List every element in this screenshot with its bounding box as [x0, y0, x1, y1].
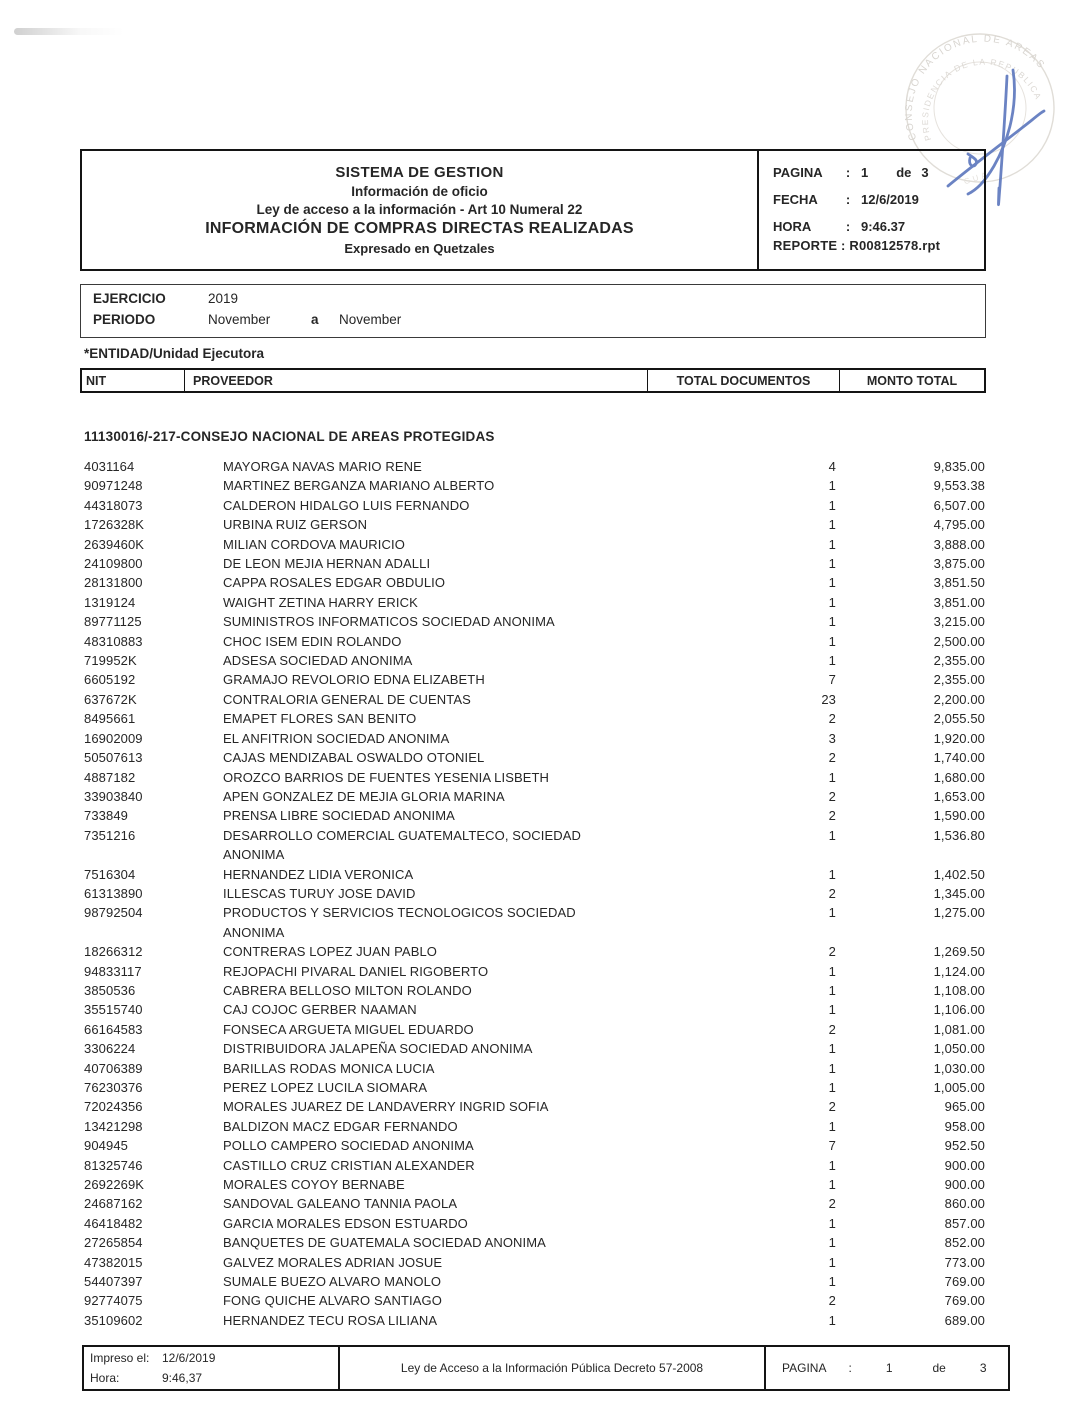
proveedor-cell: ADSESA SOCIEDAD ANONIMA — [223, 653, 413, 669]
svg-text:GUA: GUA — [962, 169, 991, 187]
proveedor-cell: CAJ COJOC GERBER NAAMAN — [223, 1002, 417, 1018]
ejercicio-row — [93, 291, 985, 312]
monto-total-cell: 1,124.00 — [933, 963, 985, 979]
monto-total-cell: 9,553.38 — [933, 478, 985, 494]
monto-total-cell: 1,269.50 — [933, 944, 985, 960]
monto-total-cell: 1,590.00 — [933, 808, 985, 824]
total-documentos-cell: 2 — [828, 788, 836, 804]
table-row — [80, 670, 986, 689]
table-row — [80, 709, 986, 728]
table-row — [80, 865, 986, 884]
table-row — [80, 981, 986, 1000]
nit-cell: 3306224 — [84, 1041, 136, 1057]
table-row — [80, 476, 986, 495]
nit-cell: 94833117 — [84, 963, 142, 979]
total-documentos-cell: 1 — [828, 1080, 836, 1095]
monto-total-cell: 3,851.50 — [933, 575, 985, 591]
proveedor-cell: BALDIZON MACZ EDGAR FERNANDO — [223, 1118, 458, 1134]
report-main-title: INFORMACIÓN DE COMPRAS DIRECTAS REALIZADAS — [205, 220, 634, 237]
fecha-label: FECHA — [773, 192, 818, 207]
footer-pagina-label: PAGINA — [782, 1361, 827, 1375]
table-row — [80, 903, 986, 942]
table-row — [80, 554, 986, 573]
periodo-a: a — [311, 312, 319, 327]
monto-total-cell: 952.50 — [944, 1138, 985, 1154]
pagina-value: 1 — [861, 165, 869, 180]
total-documentos-cell: 3 — [828, 730, 836, 746]
nit-cell: 3850536 — [84, 982, 136, 998]
hora-label: HORA — [773, 219, 812, 234]
proveedor-cell: MORALES COYOY BERNABE — [223, 1177, 405, 1193]
hora-colon: : — [845, 219, 851, 234]
svg-text:CONSEJO NACIONAL DE AREAS: CONSEJO NACIONAL DE AREAS — [903, 33, 1048, 142]
nit-cell: 16902009 — [84, 730, 143, 746]
meta-reporte — [773, 238, 976, 253]
nit-cell: 40706389 — [84, 1060, 143, 1076]
proveedor-cell: FONSECA ARGUETA MIGUEL EDUARDO — [223, 1021, 474, 1037]
nit-cell: 66164583 — [84, 1021, 143, 1037]
monto-total-cell: 1,345.00 — [933, 885, 985, 901]
monto-total-cell: 852.00 — [944, 1235, 985, 1251]
column-header-nit: NIT — [82, 370, 185, 391]
proveedor-cell: HERNANDEZ LIDIA VERONICA — [223, 866, 414, 882]
table-row — [80, 1097, 986, 1116]
nit-cell: 24109800 — [84, 556, 143, 572]
total-documentos-cell: 1 — [828, 905, 836, 921]
pagina-total: 3 — [921, 165, 929, 180]
total-documentos-cell: 2 — [828, 944, 836, 960]
total-documentos-cell: 1 — [828, 769, 836, 785]
meta-hora — [773, 219, 976, 234]
monto-total-cell: 1,740.00 — [933, 750, 985, 766]
monto-total-cell: 9,835.00 — [933, 459, 985, 474]
proveedor-cell: PRENSA LIBRE SOCIEDAD ANONIMA — [223, 808, 455, 824]
monto-total-cell: 1,680.00 — [933, 769, 985, 785]
monto-total-cell: 769.00 — [944, 1274, 985, 1290]
pagina-colon: : — [845, 165, 851, 180]
nit-cell: 72024356 — [84, 1099, 143, 1115]
table-row — [80, 1117, 986, 1136]
subtitle-oficio: Información de oficio — [351, 184, 488, 199]
monto-total-cell: 4,795.00 — [933, 517, 985, 533]
nit-cell: 33903840 — [84, 788, 143, 804]
monto-total-cell: 1,030.00 — [933, 1060, 985, 1076]
footer-print-info — [84, 1347, 340, 1389]
proveedor-cell: SUMINISTROS INFORMATICOS SOCIEDAD ANONIMA — [223, 614, 555, 630]
report-meta-block — [759, 151, 984, 269]
total-documentos-cell: 1 — [828, 866, 836, 882]
nit-cell: 48310883 — [84, 633, 143, 649]
monto-total-cell: 2,355.00 — [933, 672, 985, 688]
nit-cell: 2692269K — [84, 1177, 145, 1193]
nit-cell: 50507613 — [84, 750, 143, 766]
total-documentos-cell: 1 — [828, 556, 836, 572]
fecha-value: 12/6/2019 — [861, 192, 919, 207]
proveedor-cell: PEREZ LOPEZ LUCILA SIOMARA — [223, 1080, 428, 1095]
monto-total-cell: 1,005.00 — [933, 1080, 985, 1095]
proveedor-cell: POLLO CAMPERO SOCIEDAD ANONIMA — [223, 1138, 474, 1154]
proveedor-cell: REJOPACHI PIVARAL DANIEL RIGOBERTO — [223, 963, 489, 979]
footer-law-text: Ley de Acceso a la Información Pública Decreto 57-2008 — [340, 1347, 766, 1389]
monto-total-cell: 689.00 — [944, 1312, 985, 1328]
table-row — [80, 1291, 986, 1310]
monto-total-cell: 1,402.50 — [933, 866, 985, 882]
footer-page-info — [766, 1347, 1008, 1389]
table-row — [80, 1156, 986, 1175]
monto-total-cell: 2,355.00 — [933, 653, 985, 669]
nit-cell: 44318073 — [84, 497, 143, 513]
column-header-proveedor: PROVEEDOR — [185, 370, 648, 391]
ejercicio-label: EJERCICIO — [93, 291, 166, 306]
table-body — [80, 457, 986, 1330]
total-documentos-cell: 2 — [828, 1099, 836, 1115]
report-footer — [82, 1345, 1010, 1391]
total-documentos-cell: 2 — [828, 1021, 836, 1037]
table-row — [80, 690, 986, 709]
table-row — [80, 1253, 986, 1272]
table-row — [80, 1039, 986, 1058]
nit-cell: 719952K — [84, 653, 137, 669]
nit-cell: 4031164 — [84, 459, 135, 474]
nit-cell: 54407397 — [84, 1274, 143, 1290]
total-documentos-cell: 1 — [828, 1157, 836, 1173]
proveedor-cell: APEN GONZALEZ DE MEJIA GLORIA MARINA — [223, 788, 505, 804]
proveedor-cell: HERNANDEZ TECU ROSA LILIANA — [223, 1312, 438, 1328]
nit-cell: 904945 — [84, 1138, 128, 1154]
total-documentos-cell: 1 — [828, 517, 836, 533]
nit-cell: 35515740 — [84, 1002, 143, 1018]
proveedor-cell: EMAPET FLORES SAN BENITO — [223, 711, 417, 727]
table-row — [80, 457, 986, 476]
total-documentos-cell: 1 — [828, 1177, 836, 1193]
column-header-monto-total: MONTO TOTAL — [866, 373, 958, 388]
proveedor-cell: CAJAS MENDIZABAL OSWALDO OTONIEL — [223, 750, 485, 766]
nit-cell: 61313890 — [84, 885, 143, 901]
nit-cell: 89771125 — [84, 614, 142, 630]
nit-cell: 6605192 — [84, 672, 136, 688]
nit-cell: 47382015 — [84, 1254, 143, 1270]
proveedor-cell: CONTRERAS LOPEZ JUAN PABLO — [223, 944, 438, 960]
total-documentos-cell: 4 — [828, 459, 836, 474]
table-row — [80, 729, 986, 748]
table-row — [80, 651, 986, 670]
proveedor-cell: DISTRIBUIDORA JALAPEÑA SOCIEDAD ANONIMA — [223, 1041, 533, 1057]
nit-cell: 18266312 — [84, 944, 143, 960]
nit-cell: 92774075 — [84, 1293, 143, 1309]
footer-pagina-de: de — [932, 1361, 946, 1375]
monto-total-cell: 1,653.00 — [933, 788, 985, 804]
fecha-colon: : — [845, 192, 851, 207]
table-row — [80, 1194, 986, 1213]
ejercicio-value: 2019 — [208, 291, 239, 306]
subtitle-ley: Ley de acceso a la información - Art 10 Numeral 22 — [256, 202, 583, 217]
subtitle-currency: Expresado en Quetzales — [344, 241, 495, 256]
monto-total-cell: 2,200.00 — [933, 691, 985, 707]
periodo-label: PERIODO — [93, 312, 156, 327]
nit-cell: 733849 — [84, 808, 128, 824]
monto-total-cell: 1,275.00 — [933, 905, 985, 921]
total-documentos-cell: 1 — [828, 963, 836, 979]
nit-cell: 1726328K — [84, 517, 145, 533]
meta-fecha — [773, 192, 976, 207]
proveedor-cell: MARTINEZ BERGANZA MARIANO ALBERTO — [223, 478, 495, 494]
proveedor-cell: PRODUCTOS Y SERVICIOS TECNOLOGICOS SOCIEDAD ANONIMA — [223, 905, 576, 940]
monto-total-cell: 769.00 — [944, 1293, 985, 1309]
total-documentos-cell: 1 — [828, 1254, 836, 1270]
nit-cell: 81325746 — [84, 1157, 143, 1173]
monto-total-cell: 1,106.00 — [933, 1002, 985, 1018]
monto-total-cell: 860.00 — [944, 1196, 985, 1212]
monto-total-cell: 2,055.50 — [933, 711, 985, 727]
total-documentos-cell: 1 — [828, 633, 836, 649]
table-row — [80, 1078, 986, 1097]
nit-cell: 76230376 — [84, 1080, 143, 1095]
proveedor-cell: BANQUETES DE GUATEMALA SOCIEDAD ANONIMA — [223, 1235, 546, 1251]
monto-total-cell: 965.00 — [944, 1099, 985, 1115]
table-row — [80, 632, 986, 651]
table-row — [80, 573, 986, 592]
table-row — [80, 535, 986, 554]
impreso-value: 12/6/2019 — [162, 1351, 216, 1365]
monto-total-cell: 1,081.00 — [933, 1021, 985, 1037]
total-documentos-cell: 2 — [828, 750, 836, 766]
periodo-to: November — [339, 312, 402, 327]
entity-section-title: 11130016/-217-CONSEJO NACIONAL DE AREAS PROTEGIDAS — [84, 429, 495, 444]
impreso-line — [90, 1351, 332, 1365]
footer-hora-value: 9:46,37 — [162, 1371, 203, 1385]
hora-line — [90, 1371, 332, 1385]
total-documentos-cell: 1 — [828, 1215, 836, 1231]
proveedor-cell: SANDOVAL GALEANO TANNIA PAOLA — [223, 1196, 458, 1212]
hora-value: 9:46.37 — [861, 219, 906, 234]
report-header — [80, 149, 986, 271]
proveedor-cell: MILIAN CORDOVA MAURICIO — [223, 536, 405, 552]
total-documentos-cell: 1 — [828, 1274, 836, 1290]
pagina-label: PAGINA — [773, 165, 823, 180]
total-documentos-cell: 1 — [828, 594, 836, 610]
proveedor-cell: GALVEZ MORALES ADRIAN JOSUE — [223, 1254, 443, 1270]
pagina-de: de — [896, 165, 912, 180]
monto-total-cell: 900.00 — [944, 1157, 985, 1173]
table-row — [80, 612, 986, 631]
proveedor-cell: DE LEON MEJIA HERNAN ADALLI — [223, 556, 431, 572]
nit-cell: 98792504 — [84, 905, 143, 921]
column-header-total-documentos: TOTAL DOCUMENTOS — [648, 370, 840, 391]
table-row — [80, 806, 986, 825]
nit-cell: 35109602 — [84, 1312, 143, 1328]
total-documentos-cell: 1 — [828, 827, 836, 843]
table-row — [80, 1233, 986, 1252]
scan-artifact-smudge — [14, 28, 124, 35]
table-row — [80, 826, 986, 865]
total-documentos-cell: 7 — [828, 1138, 836, 1154]
nit-cell: 46418482 — [84, 1215, 143, 1231]
total-documentos-cell: 1 — [828, 478, 836, 494]
proveedor-cell: ILLESCAS TURUY JOSE DAVID — [223, 885, 416, 901]
periodo-row — [93, 312, 985, 333]
proveedor-cell: SUMALE BUEZO ALVARO MANOLO — [223, 1274, 442, 1290]
nit-cell: 27265854 — [84, 1235, 143, 1251]
reporte-value: R00812578.rpt — [849, 238, 941, 253]
table-row — [80, 1311, 986, 1330]
proveedor-cell: CHOC ISEM EDIN ROLANDO — [223, 633, 402, 649]
table-row — [80, 1020, 986, 1039]
footer-pagina-total: 3 — [979, 1361, 987, 1375]
total-documentos-cell: 1 — [828, 1235, 836, 1251]
table-row — [80, 496, 986, 515]
monto-total-cell: 6,507.00 — [933, 497, 985, 513]
nit-cell: 7516304 — [84, 866, 136, 882]
periodo-from: November — [208, 312, 271, 327]
nit-cell: 8495661 — [84, 711, 136, 727]
proveedor-cell: OROZCO BARRIOS DE FUENTES YESENIA LISBETH — [223, 769, 550, 785]
monto-total-cell: 857.00 — [944, 1215, 985, 1231]
proveedor-cell: URBINA RUIZ GERSON — [223, 517, 368, 533]
total-documentos-cell: 1 — [828, 536, 836, 552]
table-row — [80, 962, 986, 981]
nit-cell: 13421298 — [84, 1118, 143, 1134]
proveedor-cell: MAYORGA NAVAS MARIO RENE — [223, 459, 422, 474]
total-documentos-cell: 1 — [828, 1118, 836, 1134]
footer-pagina-colon: : — [848, 1361, 852, 1375]
proveedor-cell: GARCIA MORALES EDSON ESTUARDO — [223, 1215, 468, 1231]
monto-total-cell: 3,851.00 — [933, 594, 985, 610]
total-documentos-cell: 1 — [828, 1060, 836, 1076]
table-row — [80, 1272, 986, 1291]
total-documentos-cell: 7 — [828, 672, 836, 688]
monto-total-cell: 1,050.00 — [933, 1041, 985, 1057]
total-documentos-cell: 23 — [821, 691, 836, 707]
total-documentos-cell: 1 — [828, 1002, 836, 1018]
table-row — [80, 942, 986, 961]
nit-cell: 28131800 — [84, 575, 143, 591]
footer-hora-label: Hora: — [90, 1371, 120, 1385]
table-row — [80, 787, 986, 806]
proveedor-cell: CONTRALORIA GENERAL DE CUENTAS — [223, 691, 471, 707]
table-row — [80, 515, 986, 534]
proveedor-cell: CAPPA ROSALES EDGAR OBDULIO — [223, 575, 446, 591]
report-title-block — [82, 151, 759, 269]
nit-cell: 2639460K — [84, 536, 145, 552]
table-header — [80, 368, 986, 393]
proveedor-cell: CASTILLO CRUZ CRISTIAN ALEXANDER — [223, 1157, 475, 1173]
monto-total-cell: 1,920.00 — [933, 730, 985, 746]
nit-cell: 4887182 — [84, 769, 136, 785]
proveedor-cell: DESARROLLO COMERCIAL GUATEMALTECO, SOCIEDAD ANONIMA — [223, 827, 582, 863]
table-row — [80, 1059, 986, 1078]
monto-total-cell: 900.00 — [944, 1177, 985, 1193]
total-documentos-cell: 1 — [828, 982, 836, 998]
total-documentos-cell: 2 — [828, 711, 836, 727]
total-documentos-cell: 1 — [828, 1312, 836, 1328]
total-documentos-cell: 1 — [828, 497, 836, 513]
monto-total-cell: 3,215.00 — [933, 614, 985, 630]
report-parameters — [80, 284, 986, 338]
total-documentos-cell: 2 — [828, 1293, 836, 1309]
monto-total-cell: 958.00 — [944, 1118, 985, 1134]
system-title: SISTEMA DE GESTION — [335, 164, 504, 181]
nit-cell: 1319124 — [84, 594, 136, 610]
nit-cell: 637672K — [84, 691, 137, 707]
total-documentos-cell: 1 — [828, 1041, 836, 1057]
nit-cell: 90971248 — [84, 478, 143, 494]
total-documentos-cell: 1 — [828, 614, 836, 630]
proveedor-cell: FONG QUICHE ALVARO SANTIAGO — [223, 1293, 442, 1309]
total-documentos-cell: 2 — [828, 808, 836, 824]
table-row — [80, 1175, 986, 1194]
table-row — [80, 1214, 986, 1233]
meta-pagina — [773, 165, 976, 180]
monto-total-cell: 1,108.00 — [933, 982, 985, 998]
table-row — [80, 593, 986, 612]
total-documentos-cell: 2 — [828, 1196, 836, 1212]
proveedor-cell: BARILLAS RODAS MONICA LUCIA — [223, 1060, 435, 1076]
proveedor-cell: MORALES JUAREZ DE LANDAVERRY INGRID SOFIA — [223, 1099, 549, 1115]
proveedor-cell: GRAMAJO REVOLORIO EDNA ELIZABETH — [223, 672, 485, 688]
nit-cell: 24687162 — [84, 1196, 143, 1212]
monto-total-cell: 3,875.00 — [933, 556, 985, 572]
monto-total-cell: 1,536.80 — [933, 827, 985, 843]
monto-total-cell: 773.00 — [944, 1254, 985, 1270]
total-documentos-cell: 1 — [828, 653, 836, 669]
total-documentos-cell: 1 — [828, 575, 836, 591]
svg-text:PRESIDENCIA DE LA REPUBLICA: PRESIDENCIA DE LA REPUBLICA — [920, 56, 1044, 142]
proveedor-cell: CABRERA BELLOSO MILTON ROLANDO — [223, 982, 472, 998]
proveedor-cell: CALDERON HIDALGO LUIS FERNANDO — [223, 497, 470, 513]
monto-total-cell: 3,888.00 — [933, 536, 985, 552]
footer-pagina-value: 1 — [885, 1361, 893, 1375]
proveedor-cell: EL ANFITRION SOCIEDAD ANONIMA — [223, 730, 450, 746]
proveedor-cell: WAIGHT ZETINA HARRY ERICK — [223, 594, 418, 610]
table-row — [80, 768, 986, 787]
table-row — [80, 748, 986, 767]
monto-total-cell: 2,500.00 — [933, 633, 985, 649]
nit-cell: 7351216 — [84, 827, 136, 843]
total-documentos-cell: 2 — [828, 885, 836, 901]
table-row — [80, 884, 986, 903]
impreso-label: Impreso el: — [90, 1351, 150, 1365]
table-row — [80, 1000, 986, 1019]
table-row — [80, 1136, 986, 1155]
reporte-label: REPORTE : — [773, 238, 846, 253]
entity-note: *ENTIDAD/Unidad Ejecutora — [84, 346, 265, 361]
